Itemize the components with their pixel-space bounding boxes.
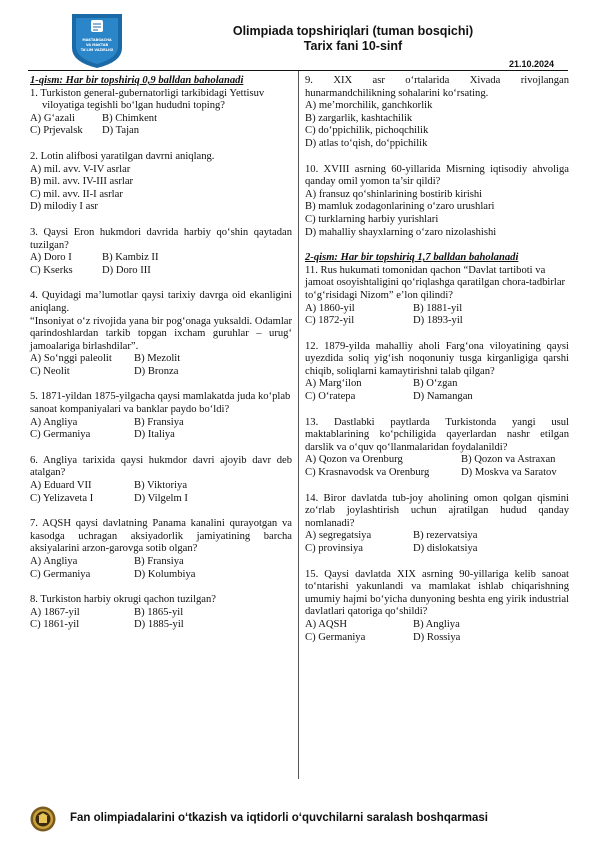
option-d[interactable]: D) mahalliy shayxlarning o‘zaro nizolashishi: [305, 226, 497, 238]
question-10: [305, 164, 569, 240]
option-c[interactable]: C) Neolit: [30, 365, 70, 377]
option-b[interactable]: B) mamluk zodagonlarining o‘zaro urushlari: [305, 201, 495, 213]
option-b[interactable]: B) 1881-yil: [413, 302, 463, 314]
option-d[interactable]: D) Doro III: [102, 264, 151, 276]
option-b[interactable]: B) Angliya: [413, 618, 460, 630]
question-text: 3. Qaysi Eron hukmdori davrida harbiy qo‘shin qaytadan tuzilgan?: [30, 226, 292, 251]
option-a[interactable]: A) Angliya: [30, 556, 78, 567]
option-b[interactable]: B) 1865-yil: [134, 606, 184, 618]
section-2-title: 2-qism: Har bir topshiriq 1,7 balldan baholanadi: [305, 252, 519, 264]
option-c[interactable]: C) do‘ppichilik, pichoqchilik: [305, 125, 429, 137]
option-b[interactable]: B) rezervatsiya: [413, 530, 478, 542]
question-12: [305, 341, 569, 404]
option-b[interactable]: B) Mezolit: [134, 353, 181, 365]
option-a[interactable]: A) mil. avv. V-IV asrlar: [30, 163, 131, 175]
question-13: [305, 417, 569, 480]
question-1: [30, 88, 292, 138]
page-title: [140, 24, 566, 54]
column-divider: [298, 71, 299, 779]
option-b[interactable]: B) mil. avv. IV-III asrlar: [30, 176, 134, 188]
question-6: [30, 455, 292, 505]
question-text: 8. Turkiston harbiy okrugi qachon tuzilgan?: [30, 594, 216, 606]
question-text: 1. Turkiston general-gubernatorligi tarkibidagi Yettisuv viloyatiga tegishli bo‘lgan hududni toping?: [30, 87, 265, 112]
question-text: 4. Quyidagi ma’lumotlar qaysi tarixiy davrga oid ekanligini aniqlang.: [30, 290, 292, 314]
option-b[interactable]: B) Viktoriya: [134, 480, 188, 492]
svg-text:VA MAKTAB: VA MAKTAB: [85, 43, 109, 47]
title-line-2: Tarix fani 10-sinf: [303, 39, 403, 53]
ministry-logo: [62, 12, 132, 70]
option-d[interactable]: D) dislokatsiya: [413, 543, 478, 554]
question-text: 13. Dastlabki paytlarda Turkistonda yangi usul maktablarining ko‘pchiligida qayerlardan nashr etilgan darslik va o‘quv qo‘llanmalaridan foydalanildi?: [305, 416, 569, 453]
question-11: [305, 265, 569, 328]
svg-text:MAKTABGACHA: MAKTABGACHA: [82, 38, 112, 42]
option-c[interactable]: C) 1861-yil: [30, 619, 80, 631]
title-line-1: Olimpiada topshiriqlari (tuman bosqichi): [232, 24, 474, 38]
footer-text: Fan olimpiadalarini o‘tkazish va iqtidorli o‘quvchilarni saralash boshqarmasi: [70, 812, 488, 824]
page-footer: [0, 804, 596, 834]
option-a[interactable]: A) Marg‘ilon: [305, 378, 362, 390]
option-a[interactable]: A) Doro I: [30, 252, 72, 264]
question-text: 14. Biror davlatda tub-joy aholining omon qolgan qismini zo‘rlab joylashtirish uchun ajratilgan hudud qanday nomlanadi?: [305, 492, 569, 529]
option-c[interactable]: C) Germaniya: [305, 631, 366, 643]
option-b[interactable]: B) Qozon va Astraxan: [461, 454, 556, 466]
option-a[interactable]: A) So‘nggi paleolit: [30, 353, 112, 365]
option-d[interactable]: D) Moskva va Saratov: [461, 467, 557, 479]
option-c[interactable]: C) Kserks: [30, 264, 73, 276]
option-a[interactable]: A) 1867-yil: [30, 606, 80, 618]
question-3: [30, 227, 292, 277]
option-a[interactable]: A) AQSH: [305, 618, 348, 630]
question-text: 9. XIX asr o‘rtalarida Xivada rivojlangan hunarmandchilikning sohalarini ko‘rsating.: [305, 75, 569, 99]
question-5: [30, 391, 292, 441]
option-c[interactable]: C) Krasnavodsk va Orenburg: [305, 467, 430, 479]
option-a[interactable]: A) Eduard VII: [30, 480, 92, 492]
option-a[interactable]: A) G‘azali: [30, 112, 75, 124]
option-b[interactable]: B) Fransiya: [134, 556, 184, 567]
option-b[interactable]: B) Kambiz II: [102, 252, 159, 264]
question-14: [305, 493, 569, 556]
option-a[interactable]: A) segregatsiya: [305, 530, 372, 542]
department-logo-icon: [30, 806, 56, 832]
question-7: [30, 518, 292, 581]
option-a[interactable]: A) me’morchilik, ganchkorlik: [305, 100, 433, 112]
option-c[interactable]: C) turklarning harbiy yurishlari: [305, 213, 439, 225]
option-a[interactable]: A) Angliya: [30, 416, 78, 428]
option-b[interactable]: B) Fransiya: [134, 416, 184, 428]
option-a[interactable]: A) 1860-yil: [305, 302, 355, 314]
option-d[interactable]: D) Italiya: [134, 429, 175, 441]
option-d[interactable]: D) Bronza: [134, 365, 179, 377]
question-text: 2. Lotin alifbosi yaratilgan davrni aniqlang.: [30, 150, 215, 162]
option-b[interactable]: B) zargarlik, kashtachilik: [305, 112, 413, 124]
question-15: [305, 569, 569, 645]
option-d[interactable]: D) Namangan: [413, 391, 473, 403]
option-a[interactable]: A) fransuz qo‘shinlarining bostirib kirishi: [305, 188, 483, 200]
option-c[interactable]: C) provinsiya: [305, 543, 363, 554]
option-c[interactable]: C) Germaniya: [30, 568, 91, 580]
left-column: [30, 75, 292, 645]
question-text: 12. 1879-yilda mahalliy aholi Farg‘ona viloyatining qaysi uyezdida soliq yig‘ish noqonuniy tusga kirganligiga qarshi chiqib, soliqlarni kamaytirishni talab qilgan?: [305, 340, 569, 377]
option-c[interactable]: C) O‘ratepa: [305, 391, 356, 403]
option-b[interactable]: B) Chimkent: [102, 112, 158, 124]
option-c[interactable]: C) 1872-yil: [305, 315, 355, 327]
option-d[interactable]: D) Tajan: [102, 125, 140, 137]
option-d[interactable]: D) milodiy I asr: [30, 201, 98, 213]
question-8: [30, 594, 292, 632]
option-c[interactable]: C) mil. avv. II-I asrlar: [30, 188, 123, 200]
section-1-title: 1-qism: Har bir topshiriq 0,9 balldan baholanadi: [30, 75, 244, 86]
question-2: [30, 151, 292, 214]
question-text: 7. AQSH qaysi davlatning Panama kanalini qurayotgan va kasodga uchragan aksiyadorlik jamiyatining barcha aksiyalarini arzon-garovga sotib olgan?: [30, 518, 292, 555]
question-text: 15. Qaysi davlatda XIX asrning 90-yillariga kelib sanoat to‘ntarishi yakunlandi va mamlakat ishlab chiqarishning umumiy hajmi bo‘yicha dunyoning beshta eng yirik industrial davlatlari qatoriga qo‘shildi?: [305, 568, 569, 618]
option-d[interactable]: D) 1885-yil: [134, 619, 184, 631]
option-c[interactable]: C) Yelizaveta I: [30, 492, 94, 504]
question-quote: “Insoniyat o‘z rivojida yana bir pog‘onaga yuksaldi. Odamlar qarindoshlardan tarkib topgan ixcham guruhlar – urug‘ jamoalariga birlashdilar”.: [30, 315, 292, 352]
right-column: [305, 75, 569, 657]
question-text: 10. XVIII asrning 60-yillarida Misrning iqtisodiy ahvoliga qanday omil yomon ta’sir qildi?: [305, 163, 569, 188]
question-text: 5. 1871-yildan 1875-yilgacha qaysi mamlakatda juda ko‘plab sanoat kompaniyalari va banklar paydo bo‘ldi?: [30, 391, 291, 416]
question-9: [305, 75, 569, 151]
question-text: 11. Rus hukumati tomonidan qachon “Davlat tartiboti va jamoat osoyishtaligini qo‘riqlashga qaratilgan chora-tadbirlar to‘g‘risidagi Nizom” e’lon qilindi?: [305, 264, 566, 301]
option-a[interactable]: A) Qozon va Orenburg: [305, 454, 403, 466]
option-d[interactable]: D) Rossiya: [413, 631, 461, 643]
question-4: [30, 290, 292, 378]
svg-text:TA'LIM VAZIRLIGI: TA'LIM VAZIRLIGI: [80, 48, 114, 52]
option-d[interactable]: D) atlas to‘qish, do‘ppichilik: [305, 137, 428, 149]
option-d[interactable]: D) 1893-yil: [413, 315, 463, 327]
question-text: 6. Angliya tarixida qaysi hukmdor davri ajoyib davr deb atalgan?: [30, 454, 292, 479]
option-c[interactable]: C) Prjevalsk: [30, 125, 83, 137]
option-c[interactable]: C) Germaniya: [30, 429, 91, 441]
option-d[interactable]: D) Vilgelm I: [134, 492, 188, 504]
option-b[interactable]: B) O‘zgan: [413, 378, 458, 390]
exam-date: 21.10.2024: [508, 59, 554, 69]
option-d[interactable]: D) Kolumbiya: [134, 568, 196, 580]
